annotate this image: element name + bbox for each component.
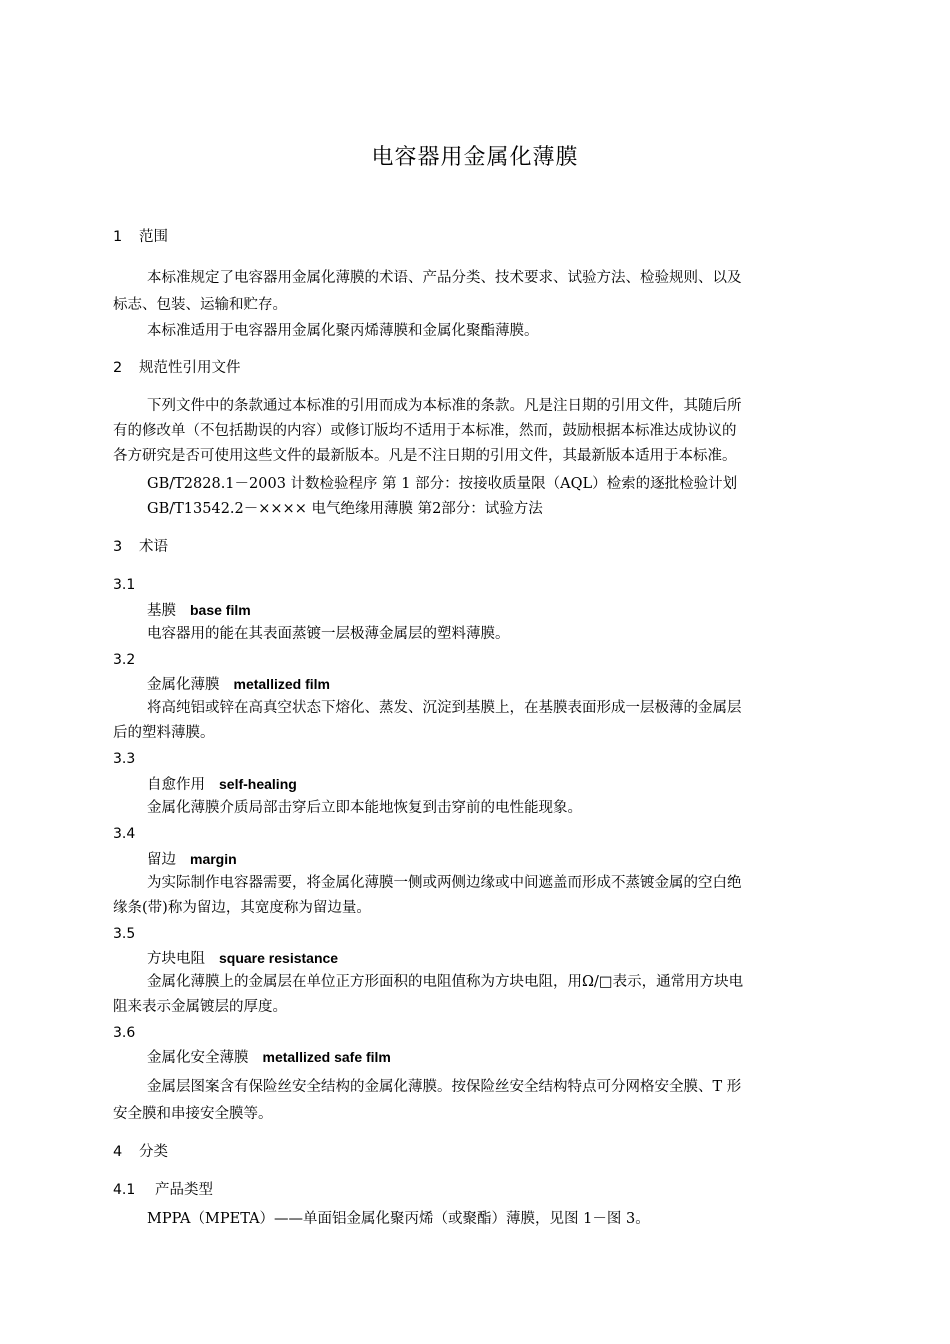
term-definition: 后的塑料薄膜。	[113, 725, 215, 741]
term-heading	[147, 849, 237, 870]
term-definition: 安全膜和串接安全膜等。	[113, 1106, 273, 1122]
term-heading	[147, 774, 297, 795]
section-title: 分类	[139, 1144, 168, 1160]
term-english: metallized film	[233, 676, 330, 692]
term-english: base film	[190, 602, 251, 618]
term-english: margin	[190, 851, 237, 867]
subsection-heading	[113, 1180, 213, 1200]
term-number: 3.3	[113, 751, 136, 767]
section-number: 3	[113, 539, 123, 555]
term-chinese: 方块电阻	[147, 951, 205, 967]
document-title: 电容器用金属化薄膜	[371, 145, 579, 170]
term-definition: 电容器用的能在其表面蒸镀一层极薄金属层的塑料薄膜。	[147, 626, 510, 642]
term-chinese: 基膜	[147, 603, 176, 619]
term-number: 3.2	[113, 652, 136, 668]
subsection-number: 4.1	[113, 1182, 136, 1198]
term-definition: 缘条(带)称为留边，其宽度称为留边量。	[113, 900, 371, 916]
section-title: 规范性引用文件	[139, 360, 241, 376]
term-chinese: 金属化安全薄膜	[147, 1050, 249, 1066]
reference-item: GB/T2828.1－2003 计数检验程序 第 1 部分：按接收质量限（AQL）检索的逐批检验计划	[147, 476, 738, 492]
term-chinese: 留边	[147, 852, 176, 868]
paragraph-line: 本标准适用于电容器用金属化聚丙烯薄膜和金属化聚酯薄膜。	[147, 323, 539, 339]
term-definition: 金属化薄膜介质局部击穿后立即本能地恢复到击穿前的电性能现象。	[147, 800, 582, 816]
section-number: 2	[113, 360, 123, 376]
paragraph-line: MPPA（MPETA）——单面铝金属化聚丙烯（或聚酯）薄膜，见图 1－图 3。	[147, 1211, 650, 1227]
paragraph-line: 各方研究是否可使用这些文件的最新版本。凡是不注日期的引用文件，其最新版本适用于本标准。	[113, 448, 737, 464]
term-number: 3.5	[113, 926, 136, 942]
term-number: 3.6	[113, 1025, 136, 1041]
section-title: 范围	[139, 229, 168, 245]
paragraph-line: 本标准规定了电容器用金属化薄膜的术语、产品分类、技术要求、试验方法、检验规则、以及	[147, 270, 742, 286]
section-3-heading	[113, 537, 168, 557]
term-heading	[147, 600, 251, 621]
subsection-title: 产品类型	[155, 1182, 213, 1198]
section-2-heading	[113, 358, 241, 378]
term-definition: 金属化薄膜上的金属层在单位正方形面积的电阻值称为方块电阻，用Ω/□表示，通常用方块电	[147, 974, 744, 990]
section-4-heading	[113, 1142, 168, 1162]
term-definition: 金属层图案含有保险丝安全结构的金属化薄膜。按保险丝安全结构特点可分网格安全膜、T 形	[147, 1079, 742, 1095]
term-heading	[147, 948, 338, 969]
term-heading	[147, 1047, 391, 1068]
term-definition: 将高纯铝或锌在高真空状态下熔化、蒸发、沉淀到基膜上，在基膜表面形成一层极薄的金属层	[147, 700, 742, 716]
term-heading	[147, 674, 330, 695]
term-english: metallized safe film	[262, 1049, 391, 1065]
section-title: 术语	[139, 539, 168, 555]
term-definition: 为实际制作电容器需要，将金属化薄膜一侧或两侧边缘或中间遮盖而形成不蒸镀金属的空白绝	[147, 875, 742, 891]
term-chinese: 自愈作用	[147, 777, 205, 793]
term-definition: 阻来表示金属镀层的厚度。	[113, 999, 287, 1015]
reference-item: GB/T13542.2－×××× 电气绝缘用薄膜 第2部分：试验方法	[147, 501, 543, 517]
term-number: 3.4	[113, 826, 136, 842]
term-english: square resistance	[219, 950, 339, 966]
term-number: 3.1	[113, 577, 136, 593]
term-chinese: 金属化薄膜	[147, 677, 220, 693]
section-number: 1	[113, 229, 123, 245]
paragraph-line: 有的修改单（不包括勘误的内容）或修订版均不适用于本标准，然而，鼓励根据本标准达成协议的	[113, 423, 737, 439]
term-english: self-healing	[219, 776, 297, 792]
section-number: 4	[113, 1144, 123, 1160]
section-1-heading	[113, 227, 168, 247]
paragraph-line: 标志、包装、运输和贮存。	[113, 297, 287, 313]
paragraph-line: 下列文件中的条款通过本标准的引用而成为本标准的条款。凡是注日期的引用文件，其随后所	[147, 398, 742, 414]
